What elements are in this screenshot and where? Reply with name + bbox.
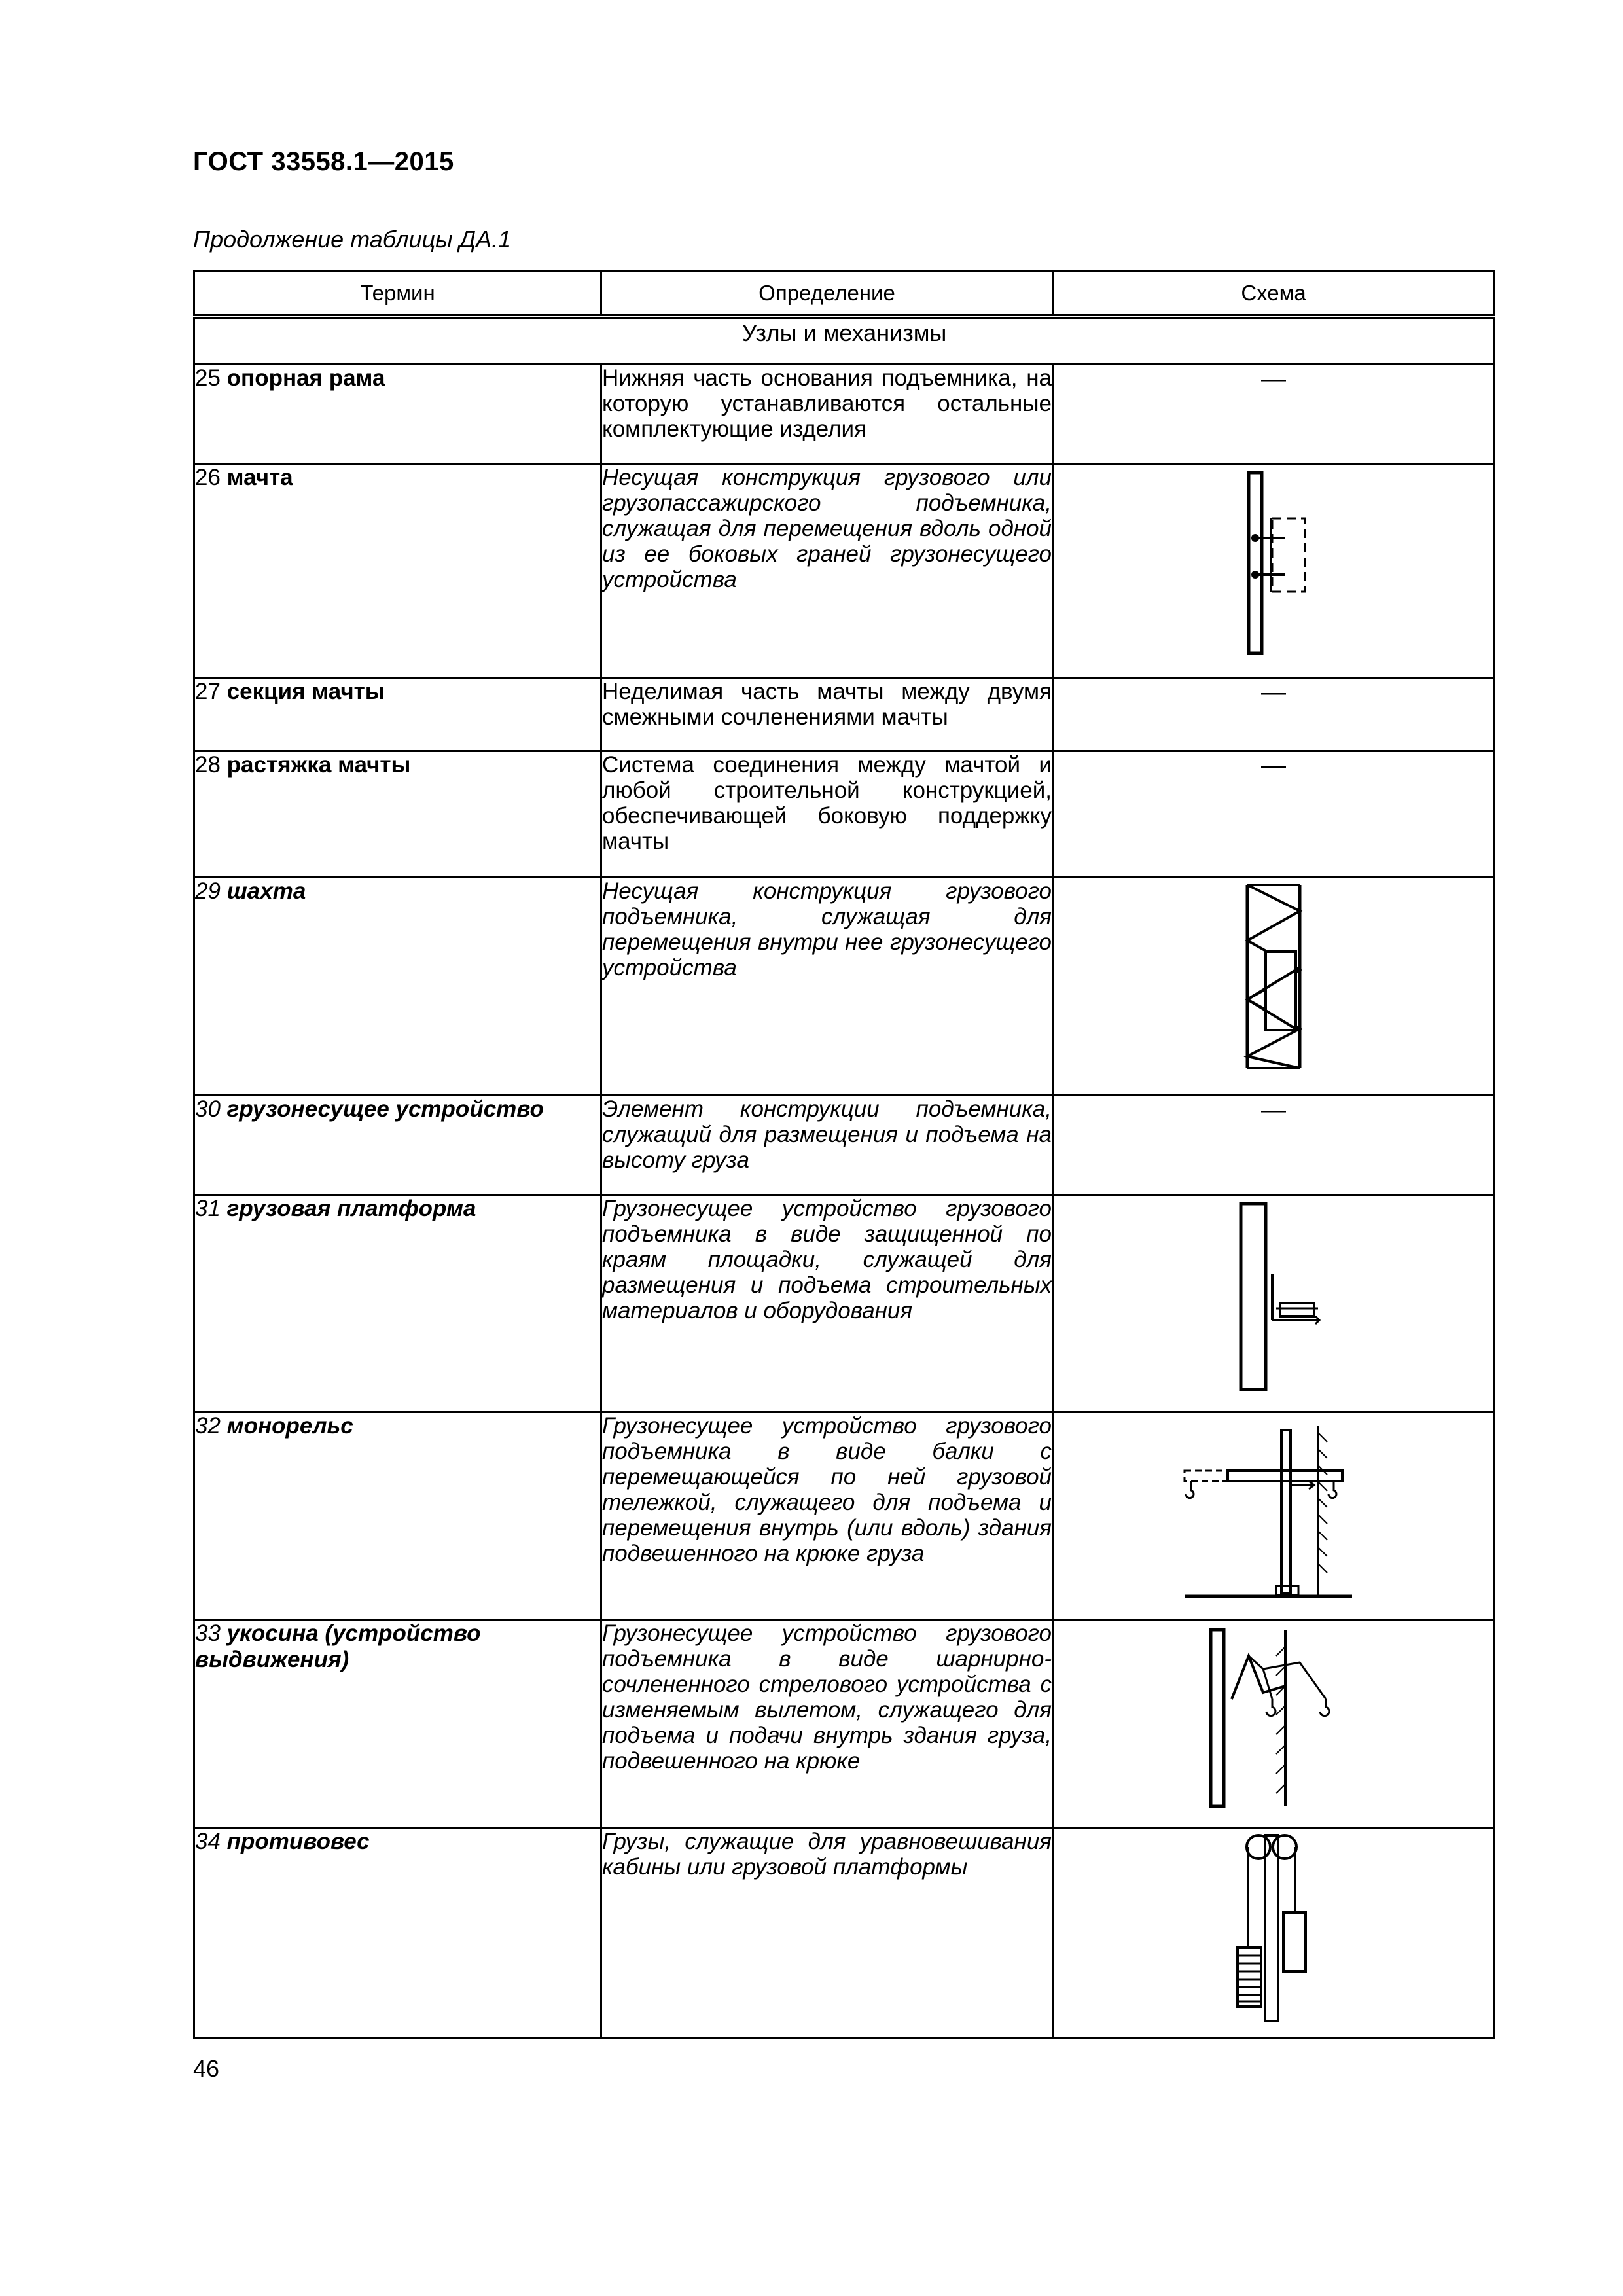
term-number: 25 [195, 365, 221, 391]
column-header-definition: Определение [601, 272, 1053, 317]
table-row [194, 751, 1495, 878]
term-name: опорная рама [226, 365, 385, 391]
definition-cell: Элемент конструкции подъемника, служащий для размещения и подъема на высоту груза [601, 1096, 1053, 1195]
term-name: монорельс [226, 1413, 353, 1439]
term-number: 27 [195, 679, 221, 704]
platform-schematic-icon [1221, 1196, 1326, 1392]
term-name: грузонесущее устройство [226, 1096, 544, 1122]
term-name: шахта [226, 878, 306, 904]
table-caption: Продолжение таблицы ДА.1 [193, 226, 512, 253]
scheme-cell [1053, 365, 1495, 464]
term-cell [194, 1096, 601, 1195]
term-number: 29 [195, 878, 221, 904]
terms-table [193, 270, 1495, 2039]
scheme-dash: — [1261, 752, 1286, 780]
document-header: ГОСТ 33558.1—2015 [193, 147, 454, 176]
scheme-cell [1053, 1620, 1495, 1828]
table-row [194, 1620, 1495, 1828]
page-number: 46 [193, 2055, 220, 2082]
definition-cell: Несущая конструкция грузового подъемника, служащая для перемещения внутри нее грузонесущего устройства [601, 878, 1053, 1096]
term-name: грузовая платформа [226, 1196, 476, 1221]
definition-cell: Система соединения между мачтой и любой строительной конструкцией, обеспечивающей боковую поддержку мачты [601, 751, 1053, 878]
definition-cell: Нижняя часть основания подъемника, на которую устанавливаются остальные комплектующие изделия [601, 365, 1053, 464]
counterweight-schematic-icon [1224, 1829, 1323, 2025]
term-number: 32 [195, 1413, 221, 1439]
term-cell [194, 1195, 601, 1412]
definition-cell: Несущая конструкция грузового или грузопассажирского подъемника, служащая для перемещения вдоль одной из ее боковых граней грузонесущего устройства [601, 464, 1053, 678]
term-name: укосина (устройство выдвижения) [195, 1621, 481, 1672]
term-name: секция мачты [226, 679, 385, 704]
definition-cell: Грузы, служащие для уравновешивания кабины или грузовой платформы [601, 1828, 1053, 2039]
scheme-dash: — [1261, 679, 1286, 706]
table-row [194, 1195, 1495, 1412]
scheme-cell [1053, 1828, 1495, 2039]
term-name: растяжка мачты [226, 752, 411, 778]
term-number: 34 [195, 1829, 221, 1854]
section-title: Узлы и механизмы [194, 317, 1495, 365]
monorail-schematic-icon [1175, 1413, 1372, 1603]
table-row [194, 464, 1495, 678]
term-name: противовес [226, 1829, 370, 1854]
term-number: 26 [195, 465, 221, 490]
term-cell [194, 878, 601, 1096]
term-number: 30 [195, 1096, 221, 1122]
term-number: 33 [195, 1621, 221, 1646]
table-row [194, 678, 1495, 751]
column-header-scheme: Схема [1053, 272, 1495, 317]
definition-cell: Грузонесущее устройство грузового подъемника в виде балки с перемещающейся по ней грузовой тележкой, служащего для подъема и перемещения внутрь (или вдоль) здания подвешенного на крюке груза [601, 1412, 1053, 1620]
table-row [194, 1412, 1495, 1620]
scheme-cell [1053, 878, 1495, 1096]
term-cell [194, 1620, 601, 1828]
term-number: 31 [195, 1196, 221, 1221]
term-cell [194, 365, 601, 464]
term-cell [194, 678, 601, 751]
term-cell [194, 1412, 601, 1620]
table-row [194, 878, 1495, 1096]
mast-schematic-icon [1228, 465, 1319, 655]
shaft-schematic-icon [1228, 878, 1319, 1075]
term-number: 28 [195, 752, 221, 778]
section-row [194, 317, 1495, 365]
term-cell [194, 751, 601, 878]
table-row [194, 1096, 1495, 1195]
column-header-term: Термин [194, 272, 601, 317]
table-row [194, 365, 1495, 464]
term-name: мачта [226, 465, 293, 490]
table-row [194, 1828, 1495, 2039]
scheme-cell [1053, 1195, 1495, 1412]
definition-cell: Неделимая часть мачты между двумя смежными сочленениями мачты [601, 678, 1053, 751]
scheme-dash: — [1261, 1096, 1286, 1124]
jib-schematic-icon [1195, 1621, 1352, 1810]
scheme-cell [1053, 1096, 1495, 1195]
definition-cell: Грузонесущее устройство грузового подъемника в виде шарнирно-сочлененного стрелового устройства с изменяемым вылетом, служащего для подъема и подачи внутрь здания груза, подвешенного на крюке [601, 1620, 1053, 1828]
term-cell [194, 464, 601, 678]
scheme-cell [1053, 751, 1495, 878]
scheme-dash: — [1261, 365, 1286, 393]
table-header-row [194, 272, 1495, 317]
scheme-cell [1053, 678, 1495, 751]
scheme-cell [1053, 464, 1495, 678]
term-cell [194, 1828, 601, 2039]
scheme-cell [1053, 1412, 1495, 1620]
definition-cell: Грузонесущее устройство грузового подъемника в виде защищенной по краям площадки, служащей для размещения и подъема строительных материалов и оборудования [601, 1195, 1053, 1412]
